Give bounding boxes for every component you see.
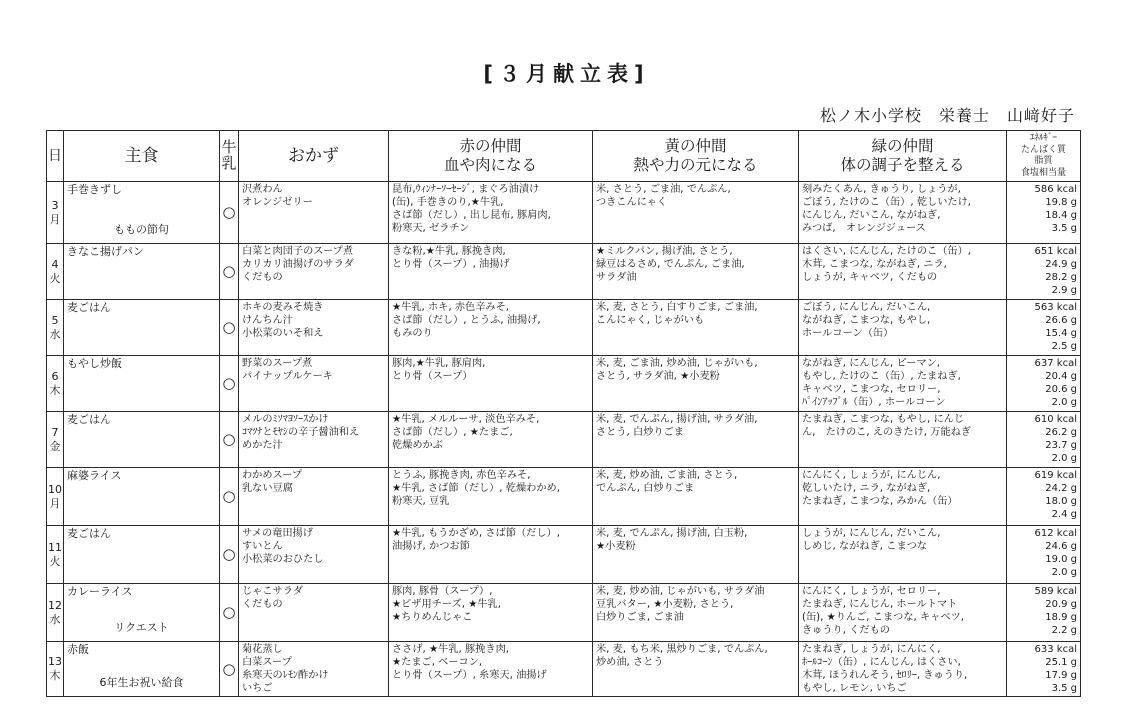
main-dish: 手巻きずし xyxy=(67,183,122,197)
header-red-group: 赤の仲間 血や肉になる xyxy=(389,131,593,182)
day-number: 5 xyxy=(51,313,59,327)
side-line: サメの竜田揚げ xyxy=(242,528,313,540)
nutrition-line: 26.6 g xyxy=(1045,315,1077,327)
day-number: 11 xyxy=(48,540,62,554)
red-line: 昆布,ｳｨﾝﾅｰｿｰｾｰｼﾞ, まぐろ油漬け xyxy=(392,184,540,196)
main-dish: 麦ごはん xyxy=(67,527,111,541)
red-line: とり骨（スープ）, 糸寒天, 油揚げ xyxy=(392,670,547,682)
yellow-line: 米, さとう, ごま油, でんぷん, xyxy=(596,184,731,196)
yellow-line: でんぷん, 白炒りごま xyxy=(596,483,695,495)
day-number: 13 xyxy=(48,655,62,669)
yellow-line: 米, 麦, でんぷん, 揚げ油, サラダ油, xyxy=(596,414,758,426)
day-cell xyxy=(47,356,64,412)
header-row xyxy=(47,131,1081,182)
weekday: 水 xyxy=(49,612,61,626)
green-line: 乾しいたけ, ニラ, ながねぎ, xyxy=(802,483,931,495)
red-group-cell xyxy=(389,584,593,642)
red-group-cell xyxy=(389,412,593,468)
nutrition-line: 24.9 g xyxy=(1045,259,1077,271)
milk-mark: ○ xyxy=(222,486,236,505)
side-line: いちご xyxy=(242,683,273,695)
green-line: もやし, たけのこ（缶）, たまねぎ, xyxy=(802,371,961,383)
green-line: たまねぎ, こまつな, もやし, にんじ xyxy=(802,414,965,426)
milk-cell xyxy=(220,642,239,697)
main-dish-note: リクエスト xyxy=(114,620,169,634)
green-line: みつば, オレンジジュース xyxy=(802,223,926,235)
nutrition-line: 18.9 g xyxy=(1045,612,1077,624)
main-dish: もやし炒飯 xyxy=(67,357,122,371)
yellow-group-cell xyxy=(593,642,799,697)
green-line: ﾊﾟｲﾝｱｯﾌﾟﾙ（缶）, ホールコーン xyxy=(802,397,946,409)
weekday: 月 xyxy=(49,212,61,226)
main-dish-cell xyxy=(64,642,220,697)
red-group-cell xyxy=(389,526,593,584)
nutrition-line: 2.9 g xyxy=(1051,285,1077,297)
nutrition-line: 619 kcal xyxy=(1034,470,1077,482)
nutrition-cell xyxy=(1007,300,1081,356)
side-dish-cell xyxy=(239,300,389,356)
nutrition-line: 2.4 g xyxy=(1051,509,1077,521)
green-line: にんにく, しょうが, セロリー, xyxy=(802,586,941,598)
green-line: 木茸, こまつな, ながねぎ, ニラ, xyxy=(802,259,947,271)
nutrition-cell xyxy=(1007,468,1081,526)
side-line: 小松菜のいそ和え xyxy=(242,328,324,340)
milk-cell xyxy=(220,300,239,356)
green-group-cell xyxy=(799,182,1007,244)
header-nutrition: ｴﾈﾙｷﾞｰ たんぱく質 脂質 食塩相当量 xyxy=(1007,131,1081,182)
nutrition-line: 586 kcal xyxy=(1034,184,1077,196)
header-yellow-group: 黄の仲間 熱や力の元になる xyxy=(593,131,799,182)
green-line: ホールコーン（缶） xyxy=(802,328,894,340)
nutrition-line: 612 kcal xyxy=(1034,528,1077,540)
main-dish-note: 6年生お祝い給食 xyxy=(99,676,184,690)
milk-cell xyxy=(220,584,239,642)
nutrition-line: 23.7 g xyxy=(1045,440,1077,452)
side-line: くだもの xyxy=(242,272,283,284)
day-number: 12 xyxy=(48,598,62,612)
side-line: オレンジゼリー xyxy=(242,197,313,209)
milk-cell xyxy=(220,412,239,468)
milk-cell xyxy=(220,182,239,244)
yellow-line: 白炒りごま, ごま油 xyxy=(596,612,684,624)
red-line: さば節（だし）, とうふ, 油揚げ, xyxy=(392,315,541,327)
milk-mark: ○ xyxy=(222,317,236,336)
nutrition-line: 26.2 g xyxy=(1045,427,1077,439)
yellow-group-cell xyxy=(593,356,799,412)
table-row xyxy=(47,182,1081,244)
main-dish: 赤飯 xyxy=(67,643,89,657)
weekday: 水 xyxy=(49,327,61,341)
side-dish-cell xyxy=(239,526,389,584)
nutrition-line: 17.9 g xyxy=(1045,670,1077,682)
side-line: 糸寒天のﾚﾓﾝ酢かけ xyxy=(242,670,329,682)
weekday: 金 xyxy=(49,439,61,453)
side-line: 野菜のスープ煮 xyxy=(242,358,313,370)
weekday: 木 xyxy=(49,383,61,397)
side-line: くだもの xyxy=(242,599,283,611)
yellow-line: ★小麦粉 xyxy=(596,541,636,553)
nutrition-line: 28.2 g xyxy=(1045,272,1077,284)
nutrition-line: 15.4 g xyxy=(1045,328,1077,340)
yellow-line: 米, 麦, ごま油, 炒め油, じゃがいも, xyxy=(596,358,758,370)
table-row xyxy=(47,468,1081,526)
yellow-line: 米, 麦, でんぷん, 揚げ油, 白玉粉, xyxy=(596,528,748,540)
red-line: 豚肉,★牛乳, 豚肩肉, xyxy=(392,358,486,370)
nutrition-cell xyxy=(1007,412,1081,468)
green-line: しめじ, ながねぎ, こまつな xyxy=(802,541,928,553)
yellow-line: ★ミルクパン, 揚げ油, さとう, xyxy=(596,246,733,258)
red-line: ★たまご, ベーコン, xyxy=(392,657,483,669)
day-cell xyxy=(47,244,64,300)
header-green-group: 緑の仲間 体の調子を整える xyxy=(799,131,1007,182)
milk-mark: ○ xyxy=(222,261,236,280)
yellow-group-cell xyxy=(593,412,799,468)
nutrition-cell xyxy=(1007,584,1081,642)
side-dish-cell xyxy=(239,412,389,468)
side-line: 乳ない豆腐 xyxy=(242,483,293,495)
nutrition-line: 24.6 g xyxy=(1045,541,1077,553)
side-line: めかた汁 xyxy=(242,440,283,452)
red-line: (缶), 手巻きのり,★牛乳, xyxy=(392,197,504,209)
red-line: さば節（だし）, ★たまご, xyxy=(392,427,513,439)
yellow-group-cell xyxy=(593,300,799,356)
green-group-cell xyxy=(799,300,1007,356)
weekday: 火 xyxy=(49,554,61,568)
nutrition-line: 3.5 g xyxy=(1051,683,1077,695)
main-dish: 麦ごはん xyxy=(67,301,111,315)
nutrition-cell xyxy=(1007,642,1081,697)
side-dish-cell xyxy=(239,244,389,300)
nutrition-line: 20.6 g xyxy=(1045,384,1077,396)
red-group-cell xyxy=(389,468,593,526)
yellow-group-cell xyxy=(593,244,799,300)
day-cell xyxy=(47,300,64,356)
yellow-line: つきこんにゃく xyxy=(596,197,668,209)
header-milk: 牛 乳 xyxy=(220,131,239,182)
side-line: 小松菜のおひたし xyxy=(242,554,324,566)
main-dish-cell xyxy=(64,182,220,244)
red-line: ★牛乳, もうかざめ, さば節（だし）, xyxy=(392,528,560,540)
green-group-cell xyxy=(799,412,1007,468)
green-line: ながねぎ, こまつな, もやし, xyxy=(802,315,931,327)
main-dish-note: ももの節句 xyxy=(114,222,169,236)
red-line: 粉寒天, ゼラチン xyxy=(392,223,470,235)
nutrition-line: 563 kcal xyxy=(1034,302,1077,314)
yellow-line: 炒め油, さとう xyxy=(596,657,664,669)
red-line: ★ピザ用チーズ, ★牛乳, xyxy=(392,599,501,611)
side-line: わかめスープ xyxy=(242,470,303,482)
milk-mark: ○ xyxy=(222,659,236,678)
side-dish-cell xyxy=(239,642,389,697)
green-line: 木茸, ほうれんそう, ｾﾛﾘｰ, きゅうり, xyxy=(802,670,968,682)
day-number: 10 xyxy=(48,482,62,496)
yellow-line: サラダ油 xyxy=(596,272,637,284)
yellow-line: さとう, サラダ油, ★小麦粉 xyxy=(596,371,720,383)
yellow-line: 豆乳バター, ★小麦粉, さとう, xyxy=(596,599,734,611)
green-line: キャベツ, こまつな, セロリー, xyxy=(802,384,941,396)
main-dish-cell xyxy=(64,468,220,526)
red-group-cell xyxy=(389,182,593,244)
red-line: きな粉,★牛乳, 豚挽き肉, xyxy=(392,246,506,258)
milk-cell xyxy=(220,526,239,584)
red-group-cell xyxy=(389,356,593,412)
green-line: たまねぎ, こまつな, みかん（缶） xyxy=(802,496,958,508)
table-row xyxy=(47,412,1081,468)
green-line: たまねぎ, しょうが, にんにく, xyxy=(802,644,941,656)
table-row xyxy=(47,244,1081,300)
red-line: とうふ, 豚挽き肉, 赤色辛みそ, xyxy=(392,470,531,482)
nutrition-line: 2.0 g xyxy=(1051,397,1077,409)
nutrition-line: 2.0 g xyxy=(1051,567,1077,579)
header-day: 日 xyxy=(47,131,64,182)
main-dish-cell xyxy=(64,584,220,642)
nutrition-line: 3.5 g xyxy=(1051,223,1077,235)
red-line: 油揚げ, かつお節 xyxy=(392,541,470,553)
nutrition-line: 2.2 g xyxy=(1051,625,1077,637)
green-line: はくさい, にんじん, たけのこ（缶）, xyxy=(802,246,972,258)
yellow-line: 米, 麦, さとう, 白すりごま, ごま油, xyxy=(596,302,758,314)
nutrition-line: 24.2 g xyxy=(1045,483,1077,495)
milk-mark: ○ xyxy=(222,373,236,392)
red-line: ささげ, ★牛乳, 豚挽き肉, xyxy=(392,644,510,656)
green-group-cell xyxy=(799,356,1007,412)
main-dish-cell xyxy=(64,356,220,412)
milk-mark: ○ xyxy=(222,429,236,448)
menu-table xyxy=(46,130,1081,697)
green-line: にんじん, だいこん, ながねぎ, xyxy=(802,210,941,222)
green-line: しょうが, にんじん, だいこん, xyxy=(802,528,941,540)
day-number: 3 xyxy=(51,198,59,212)
nutrition-line: 633 kcal xyxy=(1034,644,1077,656)
milk-cell xyxy=(220,356,239,412)
side-dish-cell xyxy=(239,182,389,244)
green-line: きゅうり, くだもの xyxy=(802,625,890,637)
nutrition-line: 2.5 g xyxy=(1051,341,1077,353)
main-dish: 麦ごはん xyxy=(67,413,111,427)
side-line: じゃこサラダ xyxy=(242,586,304,598)
main-dish: カレーライス xyxy=(67,585,133,599)
green-line: ながねぎ, にんじん, ピーマン, xyxy=(802,358,941,370)
side-line: パイナップルケーキ xyxy=(242,371,333,383)
red-line: とり骨（スープ） xyxy=(392,371,473,383)
green-line: ん, たけのこ, えのきたけ, 万能ねぎ xyxy=(802,427,972,439)
red-line: 乾燥めかぶ xyxy=(392,440,443,452)
nutrition-line: 20.9 g xyxy=(1045,599,1077,611)
nutrition-line: 589 kcal xyxy=(1034,586,1077,598)
table-row xyxy=(47,300,1081,356)
day-number: 7 xyxy=(51,425,59,439)
nutrition-line: 610 kcal xyxy=(1034,414,1077,426)
side-line: 菊花蒸し xyxy=(242,644,283,656)
main-dish-cell xyxy=(64,412,220,468)
red-group-cell xyxy=(389,642,593,697)
table-row xyxy=(47,526,1081,584)
green-line: ごぼう, にんじん, だいこん, xyxy=(802,302,931,314)
table-row xyxy=(47,584,1081,642)
table-row xyxy=(47,356,1081,412)
main-dish: きなこ揚げパン xyxy=(67,245,144,259)
milk-mark: ○ xyxy=(222,544,236,563)
yellow-line: こんにゃく, じゃがいも xyxy=(596,315,705,327)
side-line: 白菜スープ xyxy=(242,657,292,669)
green-line: (缶), ★りんご, こまつな, キャベツ, xyxy=(802,612,964,624)
red-line: ★牛乳, メルルーサ, 淡色辛みそ, xyxy=(392,414,540,426)
green-line: ごぼう, たけのこ（缶）, 乾しいたけ, xyxy=(802,197,972,209)
red-group-cell xyxy=(389,244,593,300)
red-line: 豚肉, 豚骨（スープ）, xyxy=(392,586,493,598)
side-line: すいとん xyxy=(242,541,283,553)
green-line: にんにく, しょうが, にんじん, xyxy=(802,470,941,482)
yellow-group-cell xyxy=(593,584,799,642)
green-group-cell xyxy=(799,642,1007,697)
green-group-cell xyxy=(799,468,1007,526)
green-line: ﾎｰﾙｺｰﾝ（缶）, にんじん, はくさい, xyxy=(802,657,961,669)
red-line: ★牛乳, ホキ, 赤色辛みそ, xyxy=(392,302,510,314)
day-cell xyxy=(47,182,64,244)
yellow-line: 米, 麦, 炒め油, じゃがいも, サラダ油 xyxy=(596,586,765,598)
green-line: しょうが, キャベツ, くだもの xyxy=(802,272,938,284)
milk-cell xyxy=(220,468,239,526)
yellow-line: さとう, 白炒りごま xyxy=(596,427,684,439)
day-cell xyxy=(47,412,64,468)
side-line: カリカリ油揚げのサラダ xyxy=(242,259,354,271)
day-cell xyxy=(47,584,64,642)
red-line: もみのり xyxy=(392,328,433,340)
day-cell xyxy=(47,526,64,584)
yellow-line: 米, 麦, もち米, 黒炒りごま, でんぷん, xyxy=(596,644,768,656)
red-line: ★ちりめんじゃこ xyxy=(392,612,473,624)
nutrition-line: 25.1 g xyxy=(1045,657,1077,669)
nutrition-line: 637 kcal xyxy=(1034,358,1077,370)
yellow-group-cell xyxy=(593,468,799,526)
header-main-dish: 主食 xyxy=(64,131,220,182)
nutrition-line: 18.4 g xyxy=(1045,210,1077,222)
day-number: 6 xyxy=(51,369,59,383)
red-line: ★牛乳, さば節（だし）, 乾燥わかめ, xyxy=(392,483,560,495)
red-group-cell xyxy=(389,300,593,356)
weekday: 月 xyxy=(49,496,61,510)
side-line: 沢煮わん xyxy=(242,184,283,196)
red-line: 粉寒天, 豆乳 xyxy=(392,496,450,508)
nutrition-line: 20.4 g xyxy=(1045,371,1077,383)
nutrition-cell xyxy=(1007,182,1081,244)
nutrition-line: 2.0 g xyxy=(1051,453,1077,465)
red-line: さば節（だし）, 出し昆布, 豚肩肉, xyxy=(392,210,551,222)
main-dish-cell xyxy=(64,244,220,300)
weekday: 木 xyxy=(49,669,61,683)
nutrition-line: 19.0 g xyxy=(1045,554,1077,566)
green-line: もやし, レモン, いちご xyxy=(802,683,907,695)
nutrition-cell xyxy=(1007,244,1081,300)
green-line: たまねぎ, にんじん, ホールトマト xyxy=(802,599,958,611)
side-dish-cell xyxy=(239,356,389,412)
day-cell xyxy=(47,642,64,697)
green-line: 刻みたくあん, きゅうり, しょうが, xyxy=(802,184,961,196)
red-line: とり骨（スープ）, 油揚げ xyxy=(392,259,510,271)
milk-mark: ○ xyxy=(222,602,236,621)
milk-cell xyxy=(220,244,239,300)
milk-mark: ○ xyxy=(222,202,236,221)
school-author-line: 松ノ木小学校 栄養士 山﨑好子 xyxy=(819,106,1075,125)
weekday: 火 xyxy=(49,271,61,285)
green-group-cell xyxy=(799,584,1007,642)
yellow-group-cell xyxy=(593,182,799,244)
nutrition-line: 19.8 g xyxy=(1045,197,1077,209)
yellow-group-cell xyxy=(593,526,799,584)
side-line: メルのﾐｿﾏﾖｿｰｽかけ xyxy=(242,414,329,426)
side-line: ｺﾏﾂﾅとﾓﾔｼの辛子醤油和え xyxy=(242,427,360,439)
green-group-cell xyxy=(799,526,1007,584)
main-dish: 麻婆ライス xyxy=(67,469,122,483)
header-side-dish: おかず xyxy=(239,131,389,182)
day-number: 4 xyxy=(51,257,59,271)
side-dish-cell xyxy=(239,468,389,526)
nutrition-line: 651 kcal xyxy=(1034,246,1077,258)
nutrition-cell xyxy=(1007,356,1081,412)
side-dish-cell xyxy=(239,584,389,642)
yellow-line: 緑豆はるさめ, でんぷん, ごま油, xyxy=(596,259,745,271)
nutrition-line: 18.0 g xyxy=(1045,496,1077,508)
yellow-line: 米, 麦, 炒め油, ごま油, さとう, xyxy=(596,470,738,482)
nutrition-cell xyxy=(1007,526,1081,584)
main-dish-cell xyxy=(64,526,220,584)
table-row xyxy=(47,642,1081,697)
side-line: ホキの麦みそ焼き xyxy=(242,302,324,314)
side-line: 白菜と肉団子のスープ煮 xyxy=(242,246,354,258)
day-cell xyxy=(47,468,64,526)
green-group-cell xyxy=(799,244,1007,300)
side-line: けんちん汁 xyxy=(242,315,293,327)
page-title: [３月献立表] xyxy=(483,62,650,86)
main-dish-cell xyxy=(64,300,220,356)
